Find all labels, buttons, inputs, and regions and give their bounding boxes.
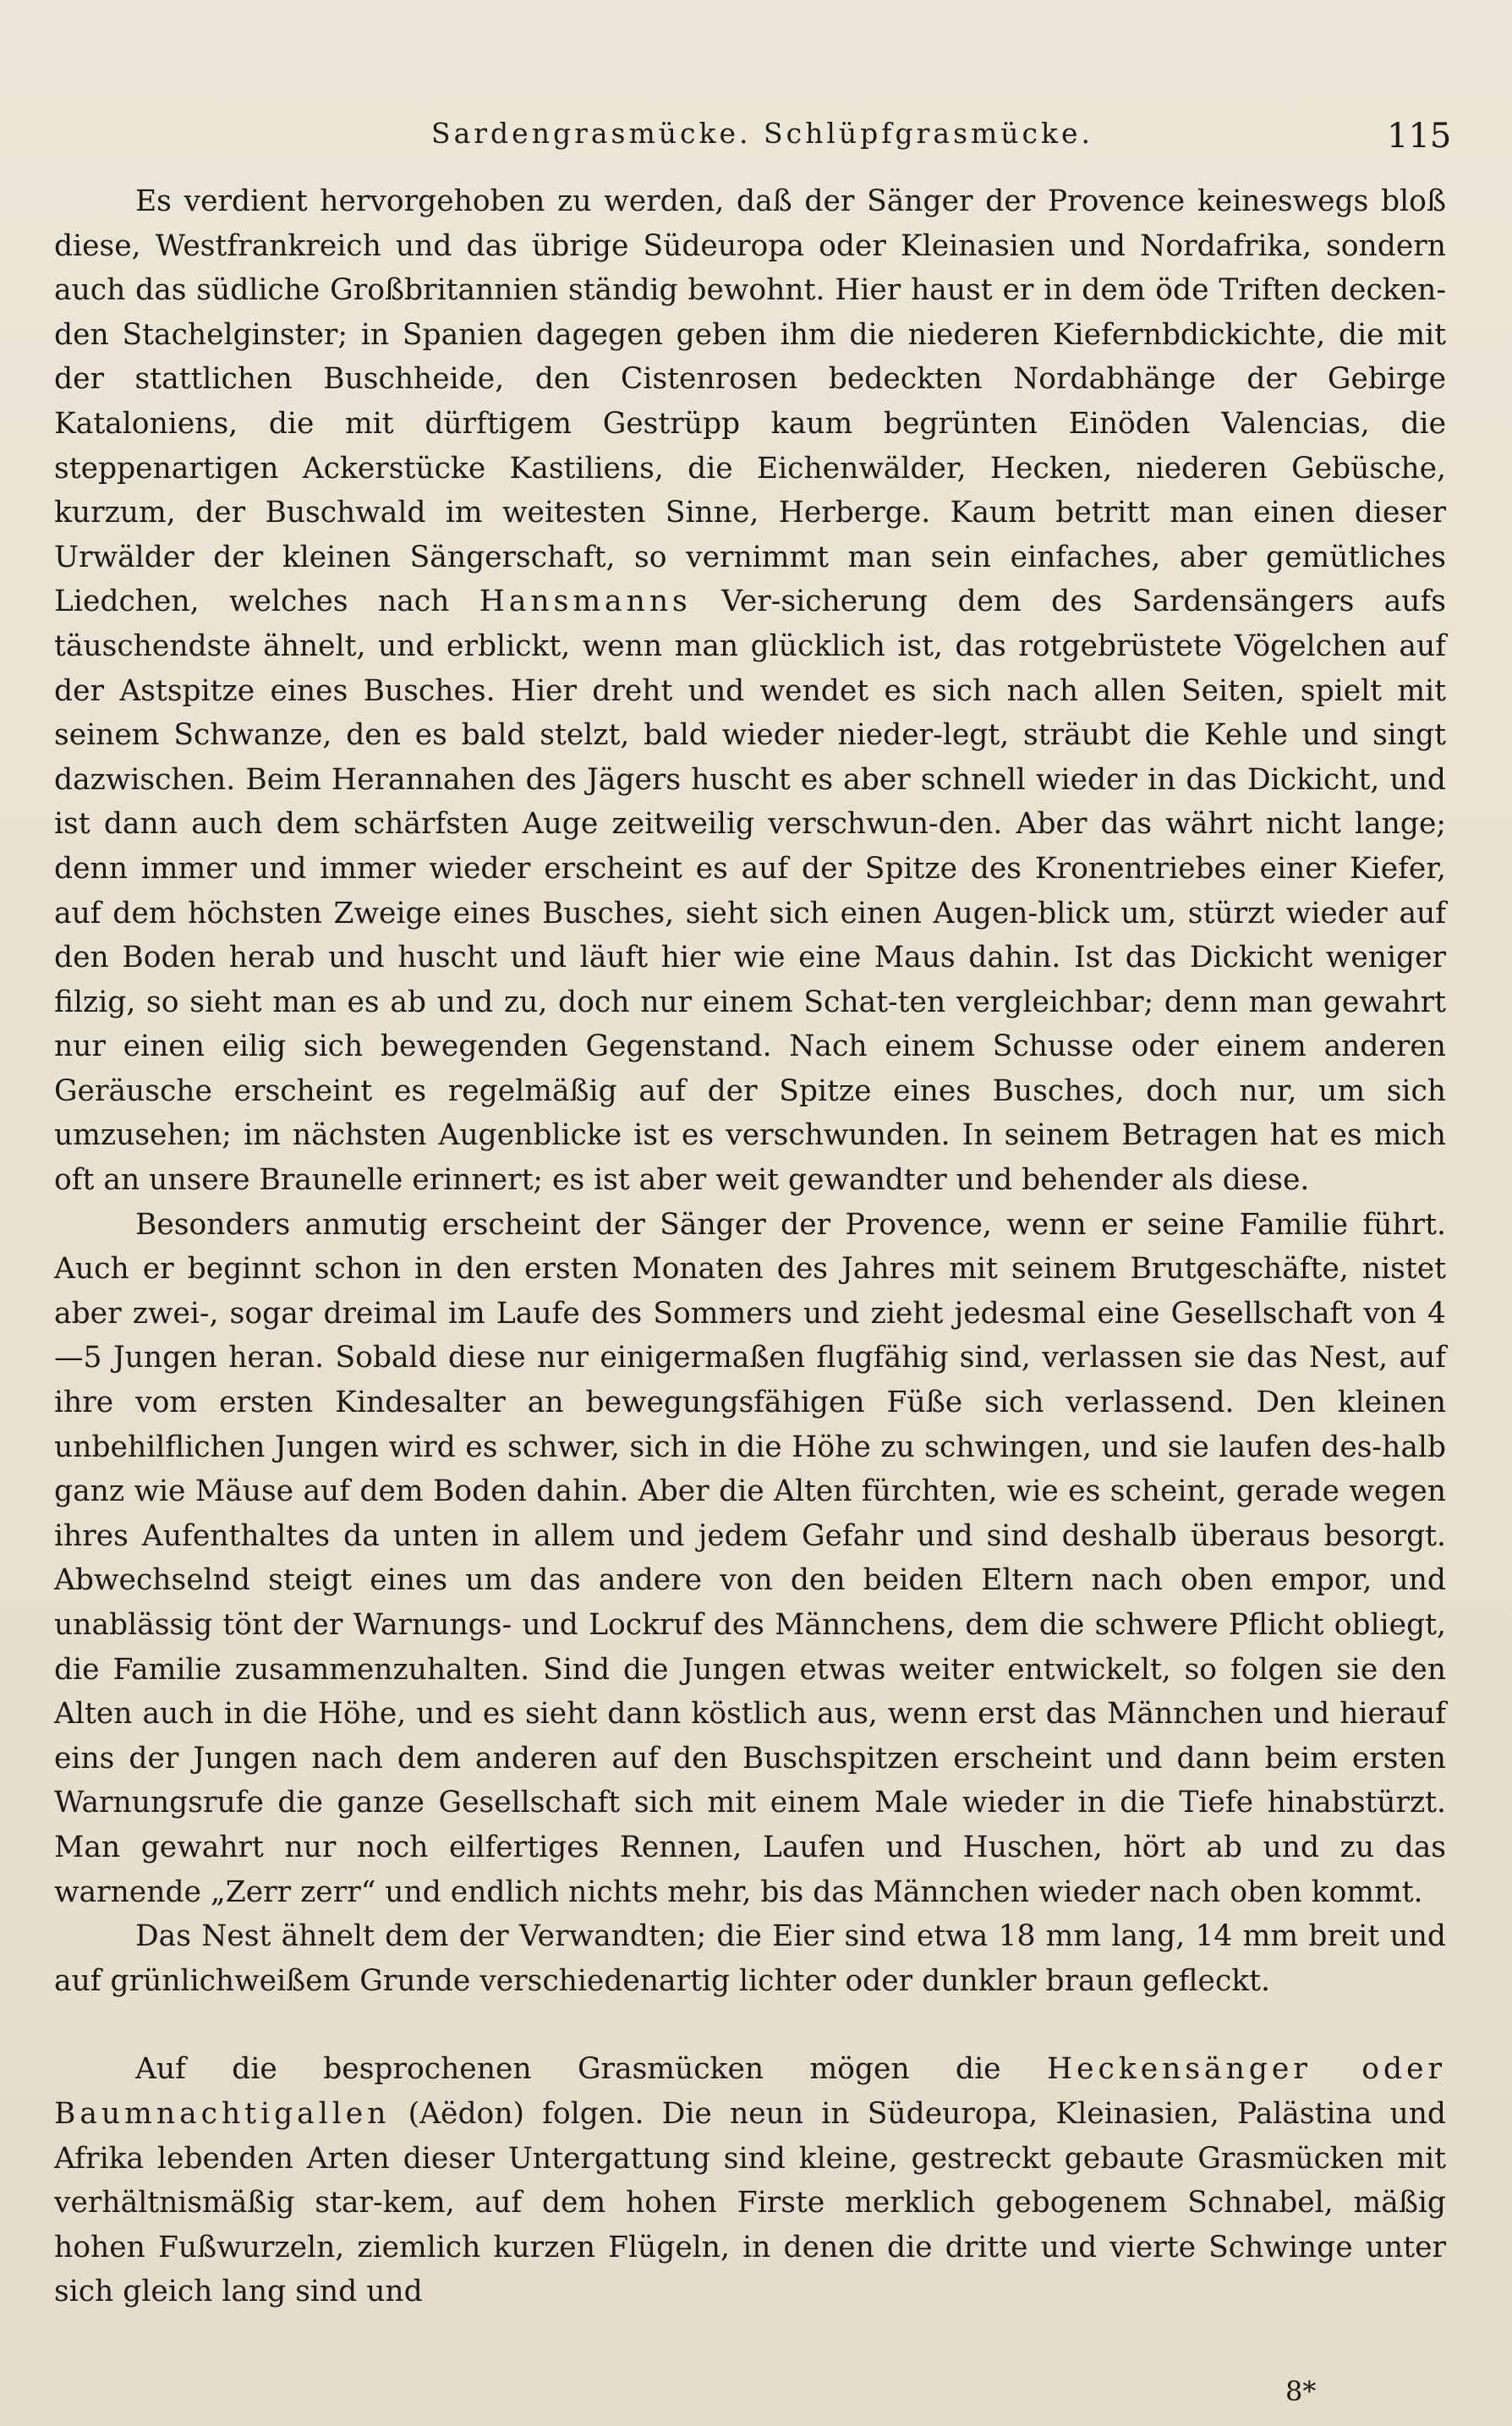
body-text [54, 179, 1446, 2314]
paragraph-4-part-b: (Aëdon) folgen. Die neun in Südeuropa, Kleinasien, Palästina und Afrika lebenden Arten dieser Untergattung sind kleine, gestreckt gebaute Grasmücken mit verhältnismäßig star-kem, auf dem hohen Firste merklich gebogenem Schnabel, mäßig hohen Fußwurzeln, ziemlich kurzen Flügeln, in denen die dritte und vierte Schwinge unter sich gleich lang sind und [54, 2096, 1446, 2309]
signature-mark: 8* [1285, 2375, 1317, 2407]
paragraph-1-part-a: Es verdient hervorgehoben zu werden, daß der Sänger der Provence keineswegs bloß diese, Westfrankreich und das übrige Südeuropa oder Kleinasien und Nordafrika, sondern auch das südliche Großbritannien ständig bewohnt. Hier haust er in dem öde Triften decken-den Stachelginster; in Spanien dagegen geben ihm die niederen Kiefernbdickichte, die mit der stattlichen Buschheide, den Cistenrosen bedeckten Nordabhänge der Gebirge Kataloniens, die mit dürftigem Gestrüpp kaum begrünten Einöden Valencias, die steppenartigen Ackerstücke Kastiliens, die Eichenwälder, Hecken, niederen Gebüsche, kurzum, der Buschwald im weitesten Sinne, Herberge. Kaum betritt man einen dieser Urwälder der kleinen Sängerschaft, so vernimmt man sein einfaches, aber gemütliches Liedchen, welches nach [54, 184, 1446, 619]
paragraph-4 [54, 2047, 1446, 2314]
running-title: Sardengrasmücke. Schlüpfgrasmücke. [431, 117, 1094, 150]
page-header [0, 117, 1512, 167]
paragraph-1-part-b: Ver-sicherung dem des Sardensängers aufs täuschendste ähnelt, und erblickt, wenn man glücklich ist, das rotgebrüstete Vögelchen auf der Astspitze eines Busches. Hier dreht und wendet es sich nach allen Seiten, spielt mit seinem Schwanze, den es bald stelzt, bald wieder nieder-legt, sträubt die Kehle und singt dazwischen. Beim Herannahen des Jägers huscht es aber schnell wieder in das Dickicht, und ist dann auch dem schärfsten Auge zeitweilig verschwun-den. Aber das währt nicht lange; denn immer und immer wieder erscheint es auf der Spitze des Kronentriebes einer Kiefer, auf dem höchsten Zweige eines Busches, sieht sich einen Augen-blick um, stürzt wieder auf den Boden herab und huscht und läuft hier wie eine Maus dahin. Ist das Dickicht weniger filzig, so sieht man es ab und zu, doch nur einem Schat-ten vergleichbar; denn man gewahrt nur einen eilig sich bewegenden Gegenstand. Nach einem Schusse oder einem anderen Geräusche erscheint es regelmäßig auf der Spitze eines Busches, doch nur, um sich umzusehen; im nächsten Augenblicke ist es verschwunden. In seinem Betragen hat es mich oft an unsere Braunelle erinnert; es ist aber weit gewandter und behender als diese. [54, 585, 1447, 1198]
author-name: Hansmanns [479, 585, 692, 619]
page-number: 115 [1387, 117, 1452, 156]
genus-name: Heckensänger oder Baumnachtigallen [54, 2052, 1446, 2131]
paragraph-3: Das Nest ähnelt dem der Verwandten; die Eier sind etwa 18 mm lang, 14 mm breit und auf grünlichweißem Grunde verschiedenartig lichter oder dunkler braun gefleckt. [54, 1919, 1446, 1998]
paragraph-2: Besonders anmutig erscheint der Sänger der Provence, wenn er seine Familie führt. Auch er beginnt schon in den ersten Monaten des Jahres mit seinem Brutgeschäfte, nistet aber zwei-, sogar dreimal im Laufe des Sommers und zieht jedesmal eine Gesellschaft von 4—5 Jungen heran. Sobald diese nur einigermaßen flugfähig sind, verlassen sie das Nest, auf ihre vom ersten Kindesalter an bewegungsfähigen Füße sich verlassend. Den kleinen unbehilflichen Jungen wird es schwer, sich in die Höhe zu schwingen, und sie laufen des-halb ganz wie Mäuse auf dem Boden dahin. Aber die Alten fürchten, wie es scheint, gerade wegen ihres Aufenthaltes da unten in allem und jedem Gefahr und sind deshalb überaus besorgt. Abwechselnd steigt eines um das andere von den beiden Eltern nach oben empor, und unablässig tönt der Warnungs- und Lockruf des Männchens, dem die schwere Pflicht obliegt, die Familie zusammenzuhalten. Sind die Jungen etwas weiter entwickelt, so folgen sie den Alten auch in die Höhe, und es sieht dann köstlich aus, wenn erst das Männchen und hierauf eins der Jungen nach dem anderen auf den Buschspitzen erscheint und dann beim ersten Warnungsrufe die ganze Gesellschaft sich mit einem Male wieder in die Tiefe hinabstürzt. Man gewahrt nur noch eilfertiges Rennen, Laufen und Huschen, hört ab und zu das warnende „Zerr zerr“ und endlich nichts mehr, bis das Männchen wieder nach oben kommt. [54, 1207, 1446, 1909]
paragraph-1 [54, 179, 1446, 1203]
paragraph-4-part-a: Auf die besprochenen Grasmücken mögen die [135, 2052, 1047, 2087]
